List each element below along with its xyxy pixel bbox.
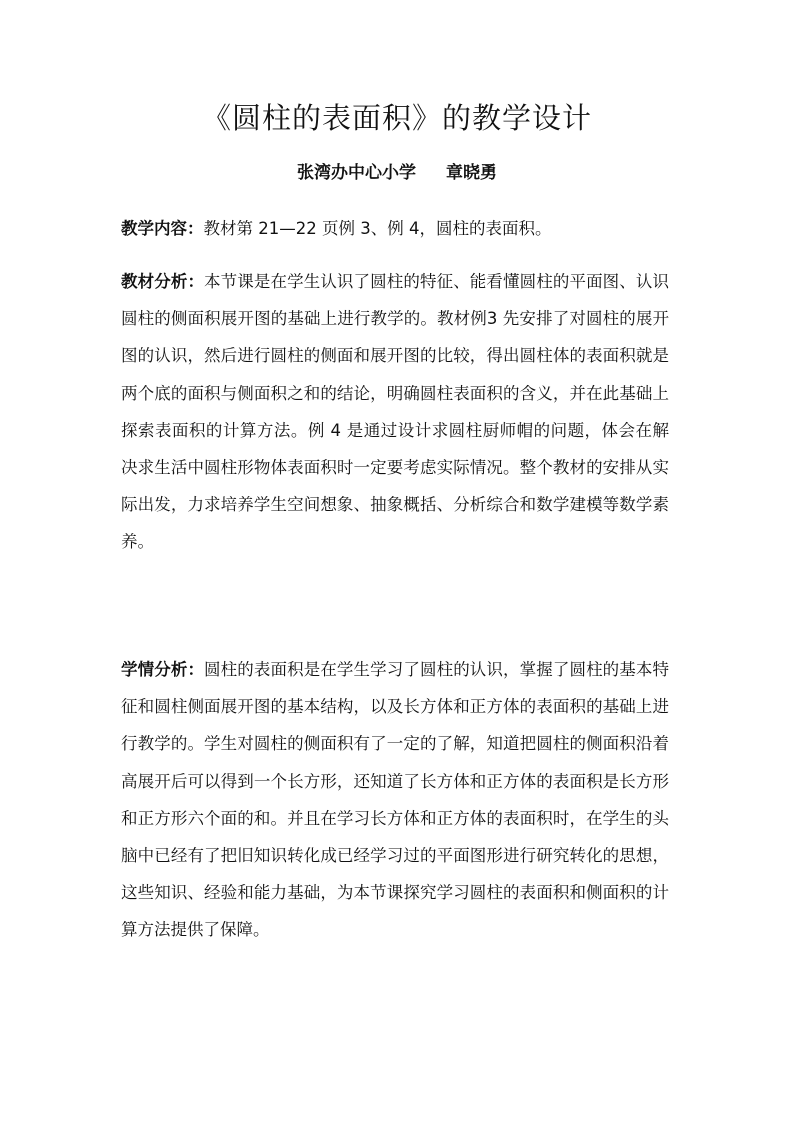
section-text: 教材第 21—22 页例 3、例 4，圆柱的表面积。 [203, 219, 552, 238]
author-school: 张湾办中心小学 [297, 163, 416, 183]
document-title: 《圆柱的表面积》的教学设计 [201, 101, 592, 135]
section-label: 教学内容： [121, 219, 204, 238]
section-text: 圆柱的表面积是在学生学习了圆柱的认识，掌握了圆柱的基本特征和圆柱侧面展开图的基本结构，以及长方体和正方体的表面积的基础上进行教学的。学生对圆柱的侧面积有了一定的了解，知道把圆柱的侧面积沿着高展开后可以得到一个长方形，还知道了长方体和正方体的表面积是长方形和正方形六个面的和。并且在学习长方体和正方体的表面积时，在学生的头脑中已经有了把旧知识转化成已经学习过的平面图形进行研究转化的思想，这些知识、经验和能力基础，为本节课探究学习圆柱的表面积和侧面积的计算方法提供了保障。 [121, 660, 669, 940]
section-student-analysis [121, 651, 669, 949]
author-name: 章晓勇 [446, 163, 497, 183]
section-teaching-content [121, 210, 669, 247]
section-material-analysis [121, 263, 669, 561]
section-label: 学情分析： [121, 660, 205, 679]
author-line [0, 160, 794, 186]
section-label: 教材分析： [121, 272, 205, 291]
section-text: 本节课是在学生认识了圆柱的特征、能看懂圆柱的平面图、认识圆柱的侧面积展开图的基础上进行教学的。教材例3 先安排了对圆柱的展开图的认识，然后进行圆柱的侧面和展开图的比较，得出圆柱体的表面积就是两个底的面积与侧面积之和的结论，明确圆柱表面积的含义，并在此基础上探索表面积的计算方法。例 4 是通过设计求圆柱厨师帽的问题，体会在解决求生活中圆柱形物体表面积时一定要考虑实际情况。整个教材的安排从实际出发，力求培养学生空间想象、抽象概括、分析综合和数学建模等数学素养。 [121, 272, 669, 552]
